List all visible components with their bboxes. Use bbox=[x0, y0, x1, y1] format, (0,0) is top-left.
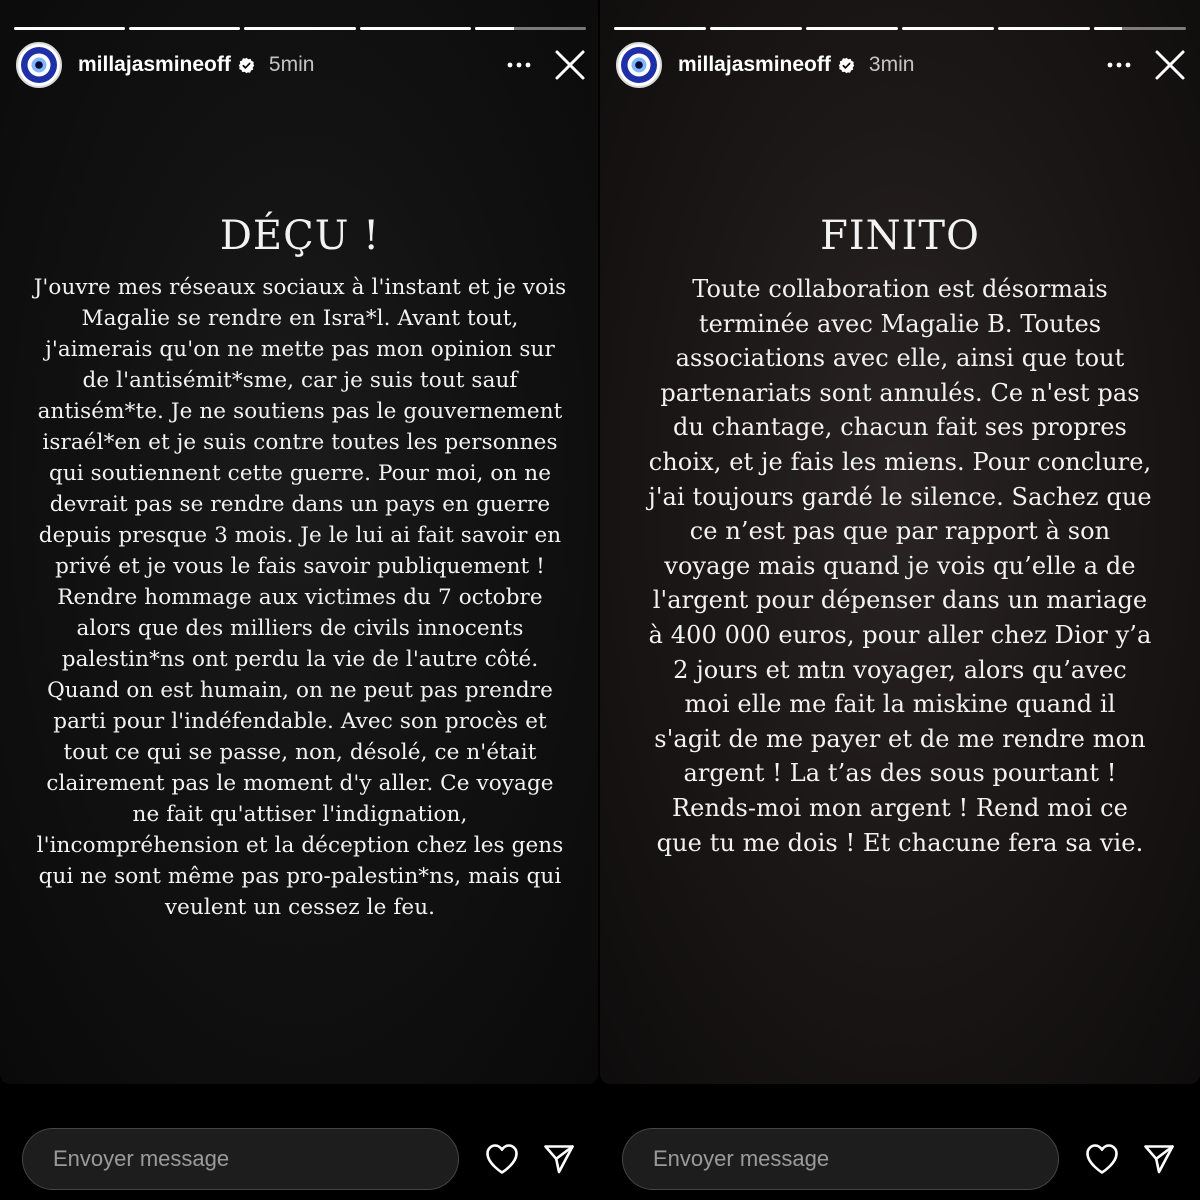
message-input[interactable] bbox=[622, 1128, 1059, 1190]
progress-segment bbox=[710, 27, 802, 30]
story-title: FINITO bbox=[820, 213, 980, 259]
story-title: DÉÇU ! bbox=[219, 213, 381, 259]
story-text-block bbox=[30, 214, 570, 923]
story-text-block bbox=[648, 214, 1152, 860]
evil-eye-icon bbox=[20, 46, 58, 84]
story-footer bbox=[22, 1128, 582, 1190]
story-footer bbox=[622, 1128, 1182, 1190]
story-header bbox=[16, 42, 586, 88]
verified-badge-icon bbox=[238, 57, 255, 74]
close-icon[interactable] bbox=[554, 49, 586, 81]
send-icon[interactable] bbox=[1143, 1143, 1175, 1175]
more-horizontal-icon[interactable] bbox=[506, 52, 532, 78]
story-header bbox=[616, 42, 1186, 88]
close-icon[interactable] bbox=[1154, 49, 1186, 81]
post-time: 3min bbox=[868, 53, 915, 76]
avatar[interactable] bbox=[616, 42, 662, 88]
progress-segment bbox=[129, 27, 240, 30]
progress-segment bbox=[806, 27, 898, 30]
story-progress-bar bbox=[614, 27, 1186, 30]
story-progress-bar bbox=[14, 27, 586, 30]
progress-segment bbox=[475, 27, 586, 30]
heart-icon[interactable] bbox=[1085, 1143, 1119, 1175]
avatar[interactable] bbox=[16, 42, 62, 88]
more-horizontal-icon[interactable] bbox=[1106, 52, 1132, 78]
progress-segment bbox=[360, 27, 471, 30]
post-time: 5min bbox=[268, 53, 315, 76]
story-panel-right[interactable] bbox=[600, 0, 1200, 1200]
progress-segment bbox=[1094, 27, 1186, 30]
send-icon[interactable] bbox=[543, 1143, 575, 1175]
username[interactable]: millajasmineoff bbox=[678, 53, 831, 76]
progress-segment bbox=[14, 27, 125, 30]
story-body-text: Toute collaboration est désormais terminée avec Magalie B. Toutes associations avec elle, ainsi que tout partenariats sont annulés. Ce n'est pas du chantage, chacun fait ses propres choix, et je fais les miens. Pour conclure, j'ai toujours gardé le silence. Sachez que ce n’est pas que par rapport à son voyage mais quand je vois qu’elle a de l'argent pour dépenser dans un mariage à 400 000 euros, pour aller chez Dior y’a 2 jours et mtn voyager, alors qu’avec moi elle me fait la miskine quand il s'agit de me payer et de me rendre mon argent ! La t’as des sous pourtant ! Rends-moi mon argent ! Rend moi ce que tu me dois ! Et chacune fera sa vie. bbox=[648, 275, 1152, 857]
message-input[interactable] bbox=[22, 1128, 459, 1190]
progress-segment bbox=[998, 27, 1090, 30]
heart-icon[interactable] bbox=[485, 1143, 519, 1175]
story-body-text: J'ouvre mes réseaux sociaux à l'instant et je vois Magalie se rendre en Isra*l. Avant tout, j'aimerais qu'on ne mette pas mon opinion sur de l'antisémit*sme, car je suis tout sauf antisém*te. Je ne soutiens pas le gouvernement israél*en et je suis contre toutes les personnes qui soutiennent cette guerre. Pour moi, on ne devrait pas se rendre dans un pays en guerre depuis presque 3 mois. Je le lui ai fait savoir en privé et je vous le fais savoir publiquement ! Rendre hommage aux victimes du 7 octobre alors que des milliers de civils innocents palestin*ns ont perdu la vie de l'autre côté. Quand on est humain, on ne peut pas prendre parti pour l'indéfendable. Avec son procès et tout ce qui se passe, non, désolé, ce n'était clairement pas le moment d'y aller. Ce voyage ne fait qu'attiser l'indignation, l'incompréhension et la déception chez les gens qui ne sont même pas pro-palestin*ns, mais qui veulent un cessez le feu. bbox=[33, 275, 567, 920]
progress-segment bbox=[614, 27, 706, 30]
evil-eye-icon bbox=[620, 46, 658, 84]
verified-badge-icon bbox=[838, 57, 855, 74]
progress-segment bbox=[902, 27, 994, 30]
username[interactable]: millajasmineoff bbox=[78, 53, 231, 76]
progress-segment bbox=[244, 27, 355, 30]
